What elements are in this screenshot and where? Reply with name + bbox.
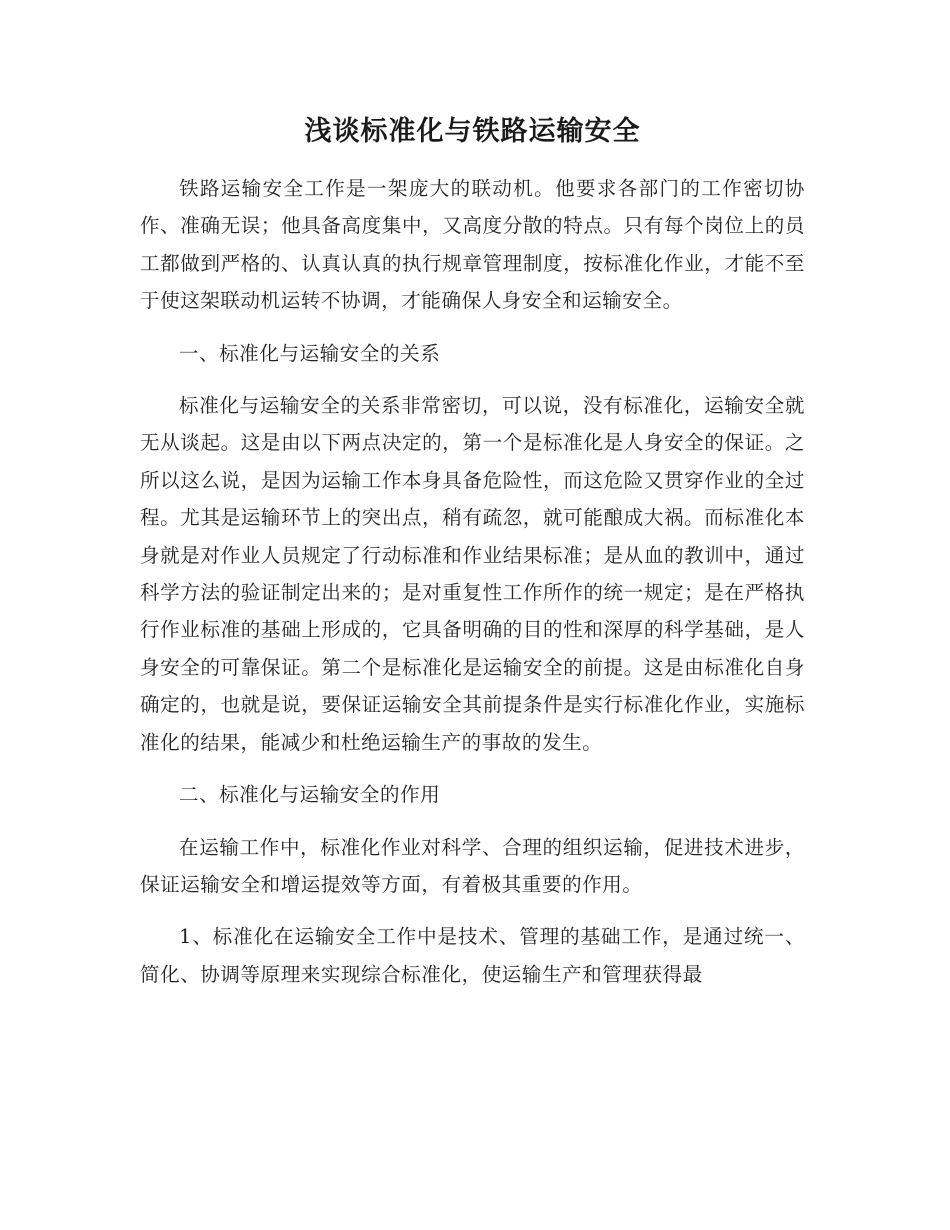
section-heading-role: 二、标准化与运输安全的作用 bbox=[179, 783, 441, 807]
section-role-paragraph: 在运输工作中，标准化作业对科学、合理的组织运输，促进技术进步，保证运输安全和增运提效等方面，有着极其重要的作用。 bbox=[140, 835, 805, 896]
document-title: 浅谈标准化与铁路运输安全 bbox=[304, 116, 641, 147]
section-heading-relationship: 一、标准化与运输安全的关系 bbox=[179, 341, 441, 365]
section-relationship-paragraph: 标准化与运输安全的关系非常密切，可以说，没有标准化，运输安全就无从谈起。这是由以下两点决定的，第一个是标准化是人身安全的保证。之所以这么说，是因为运输工作本身具备危险性，而这危险又贯穿作业的全过程。尤其是运输环节上的突出点，稍有疏忽，就可能酿成大祸。而标准化本身就是对作业人员规定了行动标准和作业结果标准；是从血的教训中，通过科学方法的验证制定出来的；是对重复性工作所作的统一规定；是在严格执行作业标准的基础上形成的，它具备明确的目的性和深厚的科学基础，是人身安全的可靠保证。第二个是标准化是运输安全的前提。这是由标准化自身确定的，也就是说，要保证运输安全其前提条件是实行标准化作业，实施标准化的结果，能减少和杜绝运输生产的事故的发生。 bbox=[140, 394, 805, 754]
intro-paragraph: 铁路运输安全工作是一架庞大的联动机。他要求各部门的工作密切协作、准确无误；他具备高度集中，又高度分散的特点。只有每个岗位上的员工都做到严格的、认真认真的执行规章管理制度，按标准化作业，才能不至于使这架联动机运转不协调，才能确保人身安全和运输安全。 bbox=[140, 177, 805, 313]
document-page bbox=[140, 110, 805, 993]
point-one-paragraph: 1、标准化在运输安全工作中是技术、管理的基础工作，是通过统一、简化、协调等原理来实现综合标准化，使运输生产和管理获得最 bbox=[140, 925, 805, 986]
